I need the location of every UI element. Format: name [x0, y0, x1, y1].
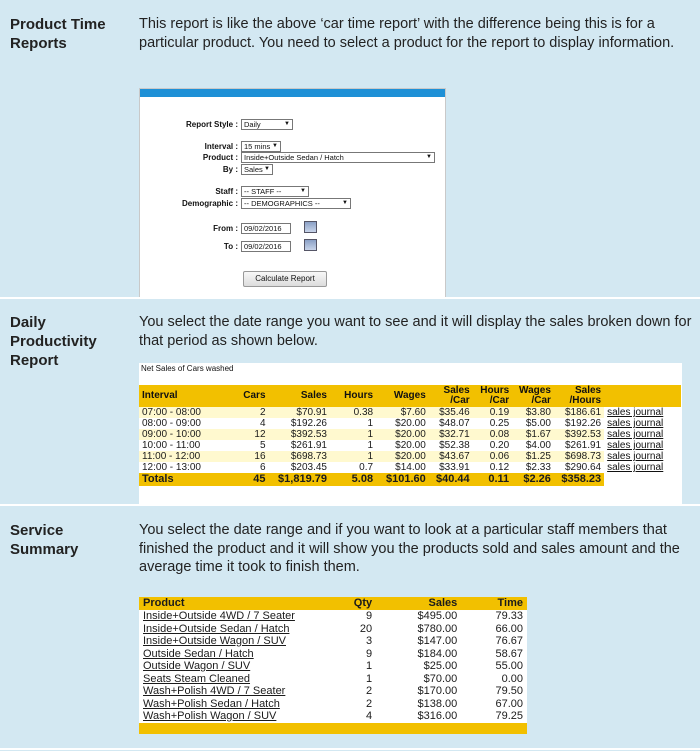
section-title: Product Time Reports — [10, 16, 106, 52]
table-cell: $70.00 — [376, 673, 461, 686]
table-cell: 09:00 - 10:00 — [139, 429, 231, 440]
table-cell: $4.00 — [512, 440, 554, 451]
table-cell: $32.71 — [429, 429, 473, 440]
report-form-screenshot — [139, 88, 446, 298]
form-header-bar — [140, 89, 445, 97]
table-cell: 5.08 — [330, 473, 376, 486]
to-label: To : — [223, 242, 238, 251]
report-style-select[interactable]: Daily ▼ — [241, 119, 293, 130]
table-footer-cell — [139, 723, 527, 734]
section-divider — [0, 748, 700, 750]
column-header: Time — [461, 597, 527, 610]
product-label: Product : — [202, 153, 238, 162]
product-link[interactable]: Wash+Polish Sedan / Hatch — [139, 698, 330, 711]
table-cell: 07:00 - 08:00 — [139, 407, 231, 418]
column-header: Cars — [231, 385, 268, 407]
table-row — [139, 698, 527, 711]
table-cell: 76.67 — [461, 635, 527, 648]
table-cell: $147.00 — [376, 635, 461, 648]
table-cell: 0.25 — [473, 418, 513, 429]
table-cell: $20.00 — [376, 418, 429, 429]
sales-journal-link[interactable]: sales journal — [604, 429, 681, 440]
column-header: Product — [139, 597, 330, 610]
table-cell: 1 — [330, 429, 376, 440]
table-cell: $358.23 — [554, 473, 604, 486]
table-cell: 9 — [330, 648, 376, 661]
table-row — [139, 440, 681, 451]
table-cell: $48.07 — [429, 418, 473, 429]
interval-label: Interval : — [204, 142, 238, 151]
column-header: Sales — [269, 385, 330, 407]
table-cell: $20.00 — [376, 429, 429, 440]
table-cell: $392.53 — [554, 429, 604, 440]
table-cell: 79.50 — [461, 685, 527, 698]
table-cell: $20.00 — [376, 440, 429, 451]
table-footer-row — [139, 723, 527, 734]
table-cell: 0.20 — [473, 440, 513, 451]
table-cell: $43.67 — [429, 451, 473, 462]
table-cell: $495.00 — [376, 610, 461, 623]
table-cell: 1 — [330, 660, 376, 673]
table-cell: 66.00 — [461, 623, 527, 636]
table-row — [139, 635, 527, 648]
column-header: Wages /Car — [512, 385, 554, 407]
table-cell: $184.00 — [376, 648, 461, 661]
chevron-down-icon: ▼ — [426, 154, 432, 160]
table-cell: 4 — [330, 710, 376, 723]
table-cell: $3.80 — [512, 407, 554, 418]
from-date-input[interactable]: 09/02/2016 — [241, 223, 291, 234]
table-cell: $7.60 — [376, 407, 429, 418]
product-link[interactable]: Wash+Polish Wagon / SUV — [139, 710, 330, 723]
product-link[interactable]: Inside+Outside Sedan / Hatch — [139, 623, 330, 636]
table-cell: 2 — [330, 685, 376, 698]
table-cell: 1 — [330, 673, 376, 686]
section-description: You select the date range and if you want to look at a particular staff members that finished the product and it will show you the products sold and sales amount and the average time it took to finish them. — [139, 522, 680, 575]
interval-select[interactable]: 15 mins ▼ — [241, 141, 281, 152]
table-cell: $261.91 — [269, 440, 330, 451]
section-title: Service Summary — [10, 522, 79, 558]
table-cell: 0.38 — [330, 407, 376, 418]
table-cell: 16 — [231, 451, 268, 462]
table-cell: 3 — [330, 635, 376, 648]
demographic-label: Demographic : — [181, 199, 238, 208]
from-label: From : — [213, 224, 238, 233]
product-link[interactable]: Outside Sedan / Hatch — [139, 648, 330, 661]
table-cell: $52.38 — [429, 440, 473, 451]
table-row — [139, 407, 681, 418]
product-link[interactable]: Inside+Outside Wagon / SUV — [139, 635, 330, 648]
table-cell: 79.25 — [461, 710, 527, 723]
service-summary-table — [139, 597, 527, 734]
table-header-row — [139, 385, 681, 407]
table-cell: $20.00 — [376, 451, 429, 462]
section-description: You select the date range you want to see and it will display the sales broken down for that period as shown below. — [139, 314, 692, 349]
table-cell: 1 — [330, 418, 376, 429]
table-cell: 0.7 — [330, 462, 376, 473]
table-row — [139, 451, 681, 462]
table-cell: $1.25 — [512, 451, 554, 462]
table-cell: $698.73 — [269, 451, 330, 462]
report-caption: Net Sales of Cars washed — [141, 364, 234, 373]
to-date-input[interactable]: 09/02/2016 — [241, 241, 291, 252]
table-cell: $192.26 — [554, 418, 604, 429]
table-cell: $138.00 — [376, 698, 461, 711]
table-cell: 55.00 — [461, 660, 527, 673]
sales-journal-link[interactable]: sales journal — [604, 440, 681, 451]
table-row — [139, 648, 527, 661]
chevron-down-icon: ▼ — [272, 143, 278, 149]
table-cell: $5.00 — [512, 418, 554, 429]
table-cell: $170.00 — [376, 685, 461, 698]
table-cell: Totals — [139, 473, 231, 486]
column-header: Sales — [376, 597, 461, 610]
table-row — [139, 660, 527, 673]
column-header: Hours /Car — [473, 385, 513, 407]
by-label: By : — [222, 165, 238, 174]
column-header: Sales /Hours — [554, 385, 604, 407]
table-cell: $192.26 — [269, 418, 330, 429]
table-cell: 10:00 - 11:00 — [139, 440, 231, 451]
report-style-label: Report Style : — [185, 120, 238, 129]
table-row — [139, 673, 527, 686]
table-cell: 0.00 — [461, 673, 527, 686]
table-cell: 12:00 - 13:00 — [139, 462, 231, 473]
table-cell: 0.06 — [473, 451, 513, 462]
table-cell: $33.91 — [429, 462, 473, 473]
table-cell: 08:00 - 09:00 — [139, 418, 231, 429]
chevron-down-icon: ▼ — [284, 121, 290, 127]
demographic-select[interactable]: -- DEMOGRAPHICS -- ▼ — [241, 198, 351, 209]
table-cell: 58.67 — [461, 648, 527, 661]
table-row — [139, 710, 527, 723]
table-cell: 11:00 - 12:00 — [139, 451, 231, 462]
sales-journal-link[interactable]: sales journal — [604, 407, 681, 418]
table-cell: $186.61 — [554, 407, 604, 418]
staff-label: Staff : — [215, 187, 238, 196]
product-link[interactable]: Outside Wagon / SUV — [139, 660, 330, 673]
section-title: Daily Productivity Report — [10, 314, 97, 369]
table-cell: 2 — [330, 698, 376, 711]
table-cell: $698.73 — [554, 451, 604, 462]
by-select[interactable]: Sales ▼ — [241, 164, 273, 175]
productivity-table — [139, 385, 681, 486]
table-row — [139, 623, 527, 636]
table-cell: $14.00 — [376, 462, 429, 473]
table-cell: $1.67 — [512, 429, 554, 440]
calendar-icon[interactable] — [304, 221, 317, 233]
table-cell: 0.11 — [473, 473, 513, 486]
table-cell: 2 — [231, 407, 268, 418]
table-cell: $40.44 — [429, 473, 473, 486]
calculate-report-button[interactable]: Calculate Report — [243, 271, 327, 287]
column-header: Wages — [376, 385, 429, 407]
table-cell: $35.46 — [429, 407, 473, 418]
table-cell: $780.00 — [376, 623, 461, 636]
column-header: Hours — [330, 385, 376, 407]
table-cell: 6 — [231, 462, 268, 473]
table-cell: 0.19 — [473, 407, 513, 418]
column-header: Qty — [330, 597, 376, 610]
table-cell: $2.33 — [512, 462, 554, 473]
table-cell-empty — [604, 473, 681, 486]
table-cell: 4 — [231, 418, 268, 429]
table-row — [139, 462, 681, 473]
totals-row — [139, 473, 681, 486]
table-cell: 5 — [231, 440, 268, 451]
staff-select[interactable]: -- STAFF -- ▼ — [241, 186, 309, 197]
table-cell: 67.00 — [461, 698, 527, 711]
table-cell: 0.08 — [473, 429, 513, 440]
section-description: This report is like the above ‘car time report’ with the difference being this is for a particular product. You need to select a product for the report to display information. — [139, 16, 675, 51]
calendar-icon[interactable] — [304, 239, 317, 251]
chevron-down-icon: ▼ — [300, 188, 306, 194]
table-row — [139, 685, 527, 698]
table-cell: $70.91 — [269, 407, 330, 418]
product-link[interactable]: Inside+Outside 4WD / 7 Seater — [139, 610, 330, 623]
table-cell: 1 — [330, 440, 376, 451]
table-cell: $1,819.79 — [269, 473, 330, 486]
chevron-down-icon: ▼ — [342, 200, 348, 206]
sales-journal-link[interactable]: sales journal — [604, 462, 681, 473]
table-cell: 45 — [231, 473, 268, 486]
product-select[interactable]: Inside+Outside Sedan / Hatch ▼ — [241, 152, 435, 163]
table-cell: 12 — [231, 429, 268, 440]
sales-journal-link[interactable]: sales journal — [604, 418, 681, 429]
table-cell: 1 — [330, 451, 376, 462]
column-header: Sales /Car — [429, 385, 473, 407]
product-link[interactable]: Seats Steam Cleaned — [139, 673, 330, 686]
table-cell: 9 — [330, 610, 376, 623]
column-header: Interval — [139, 385, 231, 407]
table-cell: $2.26 — [512, 473, 554, 486]
table-cell: $25.00 — [376, 660, 461, 673]
table-cell: $316.00 — [376, 710, 461, 723]
table-row — [139, 610, 527, 623]
table-row — [139, 429, 681, 440]
sales-journal-link[interactable]: sales journal — [604, 451, 681, 462]
product-link[interactable]: Wash+Polish 4WD / 7 Seater — [139, 685, 330, 698]
table-cell: $101.60 — [376, 473, 429, 486]
table-header-row — [139, 597, 527, 610]
table-cell: 20 — [330, 623, 376, 636]
table-cell: 0.12 — [473, 462, 513, 473]
column-header-empty — [604, 385, 681, 407]
table-cell: $290.64 — [554, 462, 604, 473]
table-cell: $261.91 — [554, 440, 604, 451]
table-cell: 79.33 — [461, 610, 527, 623]
chevron-down-icon: ▼ — [264, 166, 270, 172]
table-cell: $203.45 — [269, 462, 330, 473]
table-cell: $392.53 — [269, 429, 330, 440]
table-row — [139, 418, 681, 429]
